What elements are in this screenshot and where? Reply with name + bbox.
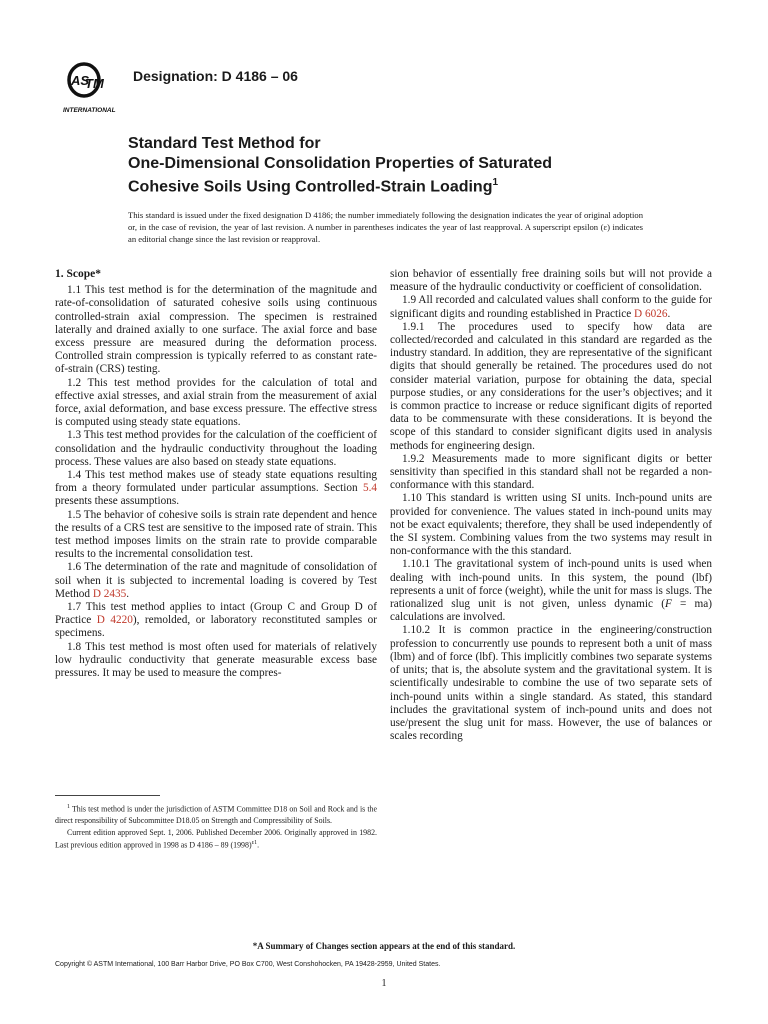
title-line-1: Standard Test Method for xyxy=(128,135,321,152)
designation: Designation: D 4186 – 06 xyxy=(133,68,298,84)
paragraph-1-9: 1.9 All recorded and calculated values shall conform to the guide for significant digits and rounding established in Practice D 6026. xyxy=(390,294,712,320)
footnote xyxy=(55,802,377,852)
svg-text:TM: TM xyxy=(85,76,104,91)
paragraph-1-3: 1.3 This test method provides for the calculation of the coefficient of consolidation and the hydraulic conductivity throughout the loading process. These values are also based on steady state equations. xyxy=(55,429,377,468)
standard-notice: This standard is issued under the fixed designation D 4186; the number immediately following the designation indicates the year of original adoption or, in the case of revision, the year of last revision. A number in parentheses indicates the year of last reapproval. A superscript epsilon (ε) indicates an editorial change since the last revision or reapproval. xyxy=(128,210,643,244)
paragraph-1-10-1: 1.10.1 The gravitational system of inch-pound units is used when dealing with inch-pound units. In this system, the pound (lbf) represents a unit of force (weight), while the unit for mass is slugs. The rationalized slug unit is not given, unless dynamic (F = ma) calculations are involved. xyxy=(390,558,712,624)
link-d2435[interactable]: D 2435 xyxy=(92,587,127,600)
title-line-3: Cohesive Soils Using Controlled-Strain Loading$^1$ xyxy=(128,177,499,196)
section-link-5-4[interactable]: 5.4 xyxy=(362,482,377,495)
summary-note: *A Summary of Changes section appears at the end of this standard. xyxy=(252,941,516,951)
paragraph-1-8-cont: sion behavior of essentially free draining soils but will not provide a measure of the hydraulic conductivity or coefficient of consolidation. xyxy=(390,268,712,294)
paragraph-1-6: 1.6 The determination of the rate and magnitude of consolidation of soil when it is subjected to incremental loading is covered by Test Method D 2435. xyxy=(55,561,377,600)
link-d6026[interactable]: D 6026 xyxy=(634,307,668,320)
section-heading-scope: 1. Scope* xyxy=(55,268,101,280)
astm-logo xyxy=(60,52,124,116)
document-title xyxy=(128,134,648,197)
svg-text:AS: AS xyxy=(71,73,90,88)
paragraph-1-10-2: 1.10.2 It is common practice in the engineering/construction profession to concurrently use pounds to represent both a unit of mass (lbm) and of force (lbf). This implicitly combines two separate systems of units; that is, the absolute system and the gravitational system. It is scientifically undesirable to combine the use of two separate sets of inch-pound units within a single standard. As stated, this standard includes the gravitational system of inch-pound units and does not use/present the slug unit for mass. However, the use of balances or scales recording xyxy=(390,624,712,743)
link-d4220[interactable]: D 4220 xyxy=(96,614,133,627)
paragraph-1-9-2: 1.9.2 Measurements made to more significant digits or better sensitivity than specified in this standard shall not be regarded a non-conformance with this standard. xyxy=(390,452,712,492)
left-column xyxy=(55,268,377,680)
svg-text:INTERNATIONAL: INTERNATIONAL xyxy=(63,107,116,114)
paragraph-1-2: 1.2 This test method provides for the calculation of total and effective axial stresses, and axial strain from the measurement of axial force, axial deformation, and base excess pressure. The effective stress is computed using steady state equations. xyxy=(55,376,377,429)
paragraph-1-1: 1.1 This test method is for the determination of the magnitude and rate-of-consolidation of saturated cohesive soils using continuous controlled-strain axial compression. The specimen is restrained laterally and drained axially to one surface. The axial force and base excess pressure are measured during the deformation process. Controlled strain compression is typically referred to as constant rate-of-strain (CRS) testing. xyxy=(55,284,377,376)
footnote-1: $^1$ This test method is under the jurisdiction of ASTM Committee D18 on Soil and Rock and is the direct responsibility of Subcommittee D18.05 on Strength and Compressibility of Soils. xyxy=(55,804,377,826)
paragraph-1-7: 1.7 This test method applies to intact (Group C and Group D of Practice D 4220), remolded, or laboratory reconstituted samples or specimens. xyxy=(55,601,378,640)
paragraph-1-8: 1.8 This test method is most often used for materials of relatively low hydraulic conductivity that generate measurable excess base pressures. It may be used to measure the compres- xyxy=(55,640,377,680)
paragraph-1-4: 1.4 This test method makes use of steady state equations resulting from a theory formulated under particular assumptions. Section 5.4 presents these assumptions. xyxy=(55,469,377,508)
copyright-line: Copyright © ASTM International, 100 Barr Harbor Drive, PO Box C700, West Conshohocken, PA 19428-2959, United States. xyxy=(55,961,441,968)
paragraph-1-9-1: 1.9.1 The procedures used to specify how data are collected/recorded and calculated in this standard are regarded as the industry standard. In addition, they are representative of the significant digits that should generally be retained. The procedures used do not consider material variation, purpose for obtaining the data, special purpose studies, or any considerations for the user’s objectives; and it is common practice to increase or reduce significant digits of reported data to be commensurate with these considerations. It is beyond the scope of this standard to consider significant digits used in analysis methods for engineering design. xyxy=(390,320,712,452)
paragraph-1-5: 1.5 The behavior of cohesive soils is strain rate dependent and hence the results of a CRS test are sensitive to the imposed rate of strain. This test method imposes limits on the strain rate to provide comparable results to the incremental consolidation test. xyxy=(55,508,377,561)
title-line-2: One-Dimensional Consolidation Properties of Saturated xyxy=(128,154,553,172)
right-column xyxy=(390,268,712,743)
footnote-approval: Current edition approved Sept. 1, 2006. Published December 2006. Originally approved in 1982. Last previous edition approved in 1998 as D 4186 – 89 $(1998)^{\varepsilon 1}$. xyxy=(55,827,377,851)
paragraph-1-10: 1.10 This standard is written using SI units. Inch-pound units are provided for convenience. The values stated in inch-pound units may not be exact equivalents; therefore, they shall be used independently of the SI system. Combining values from the two systems may result in non-conformance with the this standard. xyxy=(390,492,712,558)
title-footnote-mark: 1 xyxy=(492,177,499,188)
footnote-divider xyxy=(55,795,160,796)
page-number: 1 xyxy=(381,978,387,989)
